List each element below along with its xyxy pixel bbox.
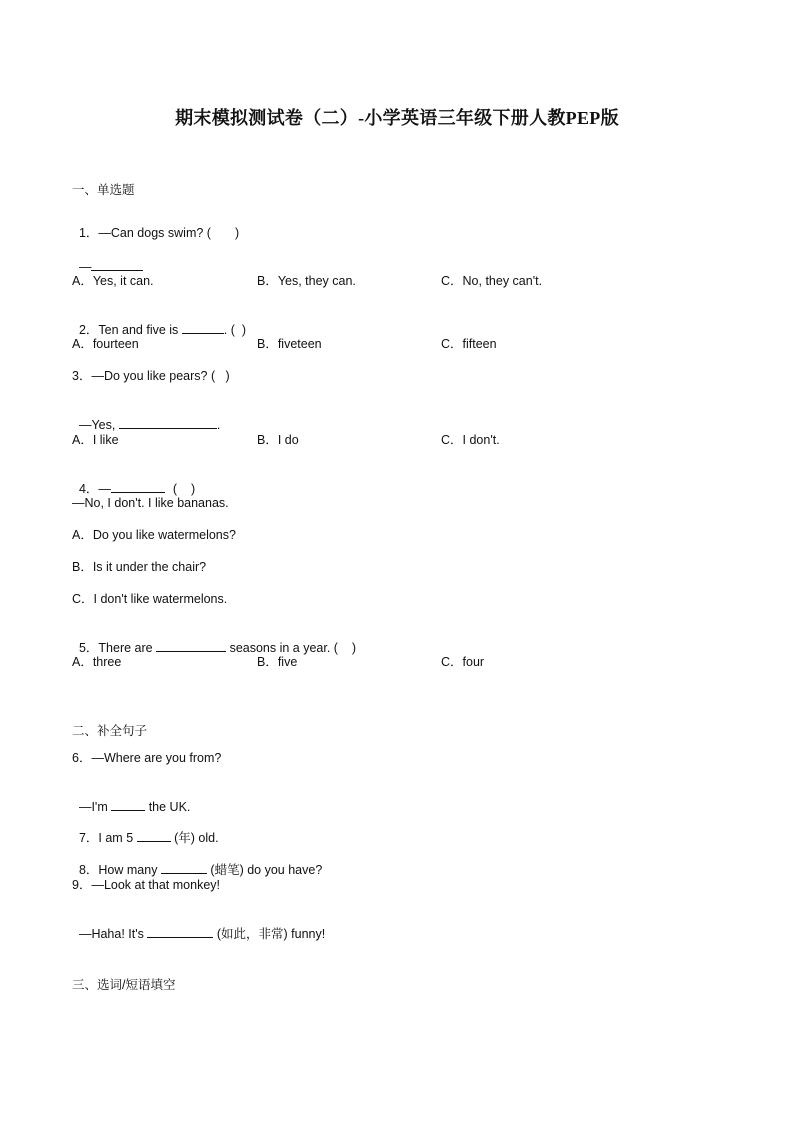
question-4-option-c[interactable]: C．I don't like watermelons. [72,592,228,606]
answer-prefix: —I'm [78,800,108,814]
question-4 [72,464,195,497]
question-8-stem: 8．How many [78,863,158,877]
question-3-answer-line [72,400,220,433]
answer-suffix: (如此，非常) funny! [216,927,326,941]
question-2 [72,305,246,338]
question-5 [72,623,356,656]
answer-blank[interactable] [156,639,226,652]
question-4-option-a[interactable]: A．Do you like watermelons? [72,528,236,542]
answer-blank[interactable] [147,925,213,938]
question-1-answer-line [72,242,143,275]
answer-blank[interactable] [137,829,171,842]
question-3: 3．—Do you like pears? ( ) [72,369,230,383]
question-1-options [72,273,722,289]
option-b[interactable]: B．five [257,655,298,669]
question-4-reply: —No, I don't. I like bananas. [72,496,229,510]
page-title: 期末模拟测试卷（二）-小学英语三年级下册人教PEP版 [175,108,619,128]
section-heading-single-choice: 一、单选题 [72,183,135,197]
question-3-options [72,432,722,448]
answer-blank[interactable] [119,416,217,429]
question-4-option-b[interactable]: B．Is it under the chair? [72,560,207,574]
answer-prefix: —Haha! It's [78,927,144,941]
answer-blank[interactable] [182,321,224,334]
option-b[interactable]: B．I do [257,433,299,447]
question-5-options [72,654,722,670]
question-4-stem: 4．— [78,482,111,496]
question-7 [72,813,219,846]
question-9-answer-line [72,909,325,942]
question-6-answer-line [72,782,190,815]
option-c[interactable]: C．four [441,655,485,669]
question-4-paren: ( ) [172,482,196,496]
dash: — [78,260,92,274]
question-9: 9．—Look at that monkey! [72,878,220,892]
option-b[interactable]: B．Yes, they can. [257,274,356,288]
question-1-paren: ) [234,226,240,240]
question-5-stem-end: seasons in a year. ( ) [229,641,357,655]
answer-blank[interactable] [111,798,145,811]
option-c[interactable]: C．I don't. [441,433,500,447]
question-7-stem: 7．I am 5 [78,831,134,845]
option-c[interactable]: C．fifteen [441,337,497,351]
answer-blank[interactable] [111,480,165,493]
question-8-stem-end: (蜡笔) do you have? [210,863,323,877]
answer-prefix: —Yes, [78,418,116,432]
section-heading-word-choice: 三、选词/短语填空 [72,978,176,992]
answer-blank[interactable] [161,861,207,874]
answer-blank[interactable] [91,258,143,271]
question-6: 6．—Where are you from? [72,751,222,765]
option-a[interactable]: A．fourteen [72,337,139,351]
question-8 [72,845,322,878]
option-c[interactable]: C．No, they can't. [441,274,543,288]
question-2-paren: . ( ) [223,323,247,337]
question-1-stem: 1．—Can dogs swim? ( [78,226,211,240]
period: . [216,418,221,432]
option-a[interactable]: A．I like [72,433,119,447]
option-b[interactable]: B．fiveteen [257,337,322,351]
question-7-stem-end: (年) old. [174,831,219,845]
question-2-stem: 2．Ten and five is [78,323,179,337]
question-2-options [72,336,722,352]
question-1 [72,209,239,241]
option-a[interactable]: A．Yes, it can. [72,274,154,288]
option-a[interactable]: A．three [72,655,122,669]
section-heading-complete-sentences: 二、补全句子 [72,724,148,738]
question-5-stem: 5．There are [78,641,153,655]
answer-suffix: the UK. [148,800,191,814]
